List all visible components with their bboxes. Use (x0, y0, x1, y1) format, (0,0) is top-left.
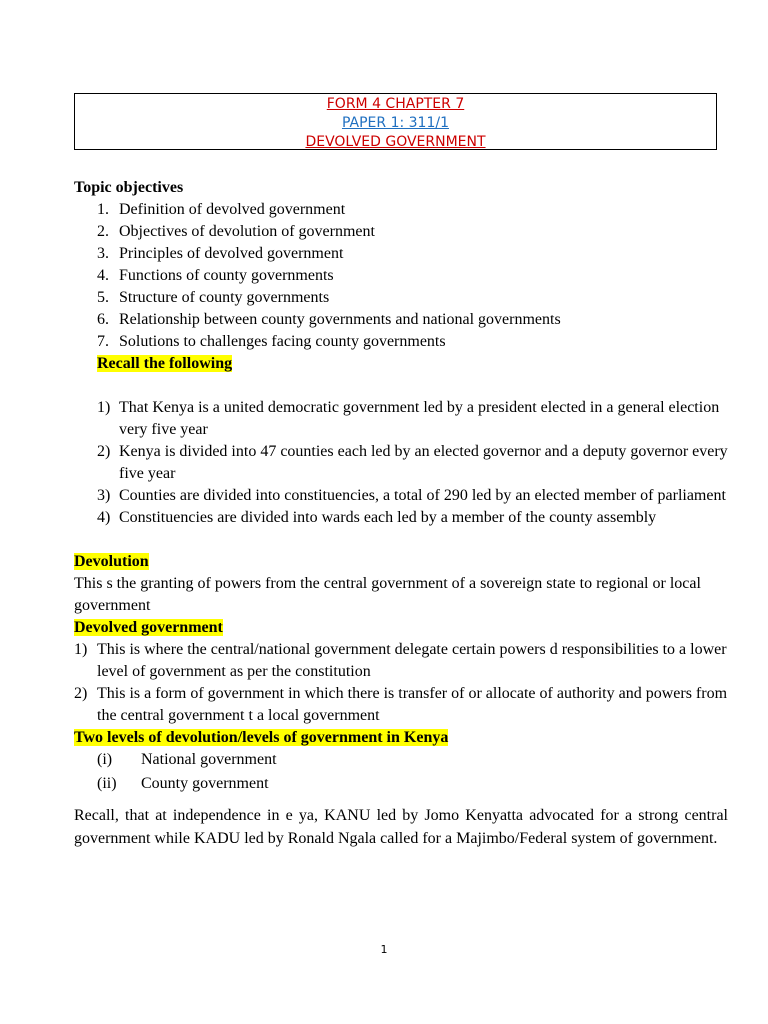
page-number: 1 (380, 943, 388, 956)
list-item: 2. Objectives of devolution of government (97, 223, 375, 240)
recall-list (74, 397, 728, 529)
devolved-government-heading: Devolved government (74, 619, 223, 636)
list-item: 1) That Kenya is a united democratic government led by a president elected in a general election very five year (97, 399, 720, 438)
list-item: 7. Solutions to challenges facing county governments (97, 333, 446, 350)
recall-heading: Recall the following (97, 355, 233, 372)
topic-title: DEVOLVED GOVERNMENT (305, 134, 486, 150)
list-item: 1. Definition of devolved government (97, 201, 346, 218)
list-item: 3) Counties are divided into constituencies, a total of 290 led by an elected member of parliament (97, 487, 726, 504)
devolved-government-list (74, 639, 728, 727)
list-item: 2) This is a form of government in which there is transfer of or allocate of authority and powers from the central government t a local government (74, 685, 728, 724)
topic-objectives-list (74, 199, 728, 353)
list-item: 6. Relationship between county governments and national governments (97, 311, 561, 328)
topic-objectives-heading: Topic objectives (74, 179, 184, 196)
title-box (74, 93, 717, 150)
list-item: 4. Functions of county governments (97, 267, 334, 284)
list-item: 4) Constituencies are divided into wards each led by a member of the county assembly (97, 509, 657, 526)
paper-code: PAPER 1: 311/1 (341, 115, 449, 131)
list-item: (ii) County government (97, 775, 269, 792)
form-chapter-title: FORM 4 CHAPTER 7 (326, 96, 465, 112)
devolution-definition: This s the granting of powers from the central government of a sovereign state to regional or local government (74, 575, 701, 614)
list-item: 1) This is where the central/national government delegate certain powers d responsibilities to a lower level of government as per the constitution (74, 641, 727, 680)
devolution-heading: Devolution (74, 553, 149, 570)
list-item: 5. Structure of county governments (97, 289, 330, 306)
document-page (74, 93, 728, 850)
list-item: 3. Principles of devolved government (97, 245, 344, 262)
levels-heading: Two levels of devolution/levels of government in Kenya (74, 729, 449, 746)
levels-list (74, 749, 728, 795)
closing-paragraph: Recall, that at independence in e ya, KANU led by Jomo Kenyatta advocated for a strong central government while KADU led by Ronald Ngala called for a Majimbo/Federal system of government. (74, 807, 728, 847)
list-item: (i) National government (97, 751, 277, 768)
list-item: 2) Kenya is divided into 47 counties each led by an elected governor and a deputy governor every five year (97, 443, 728, 482)
